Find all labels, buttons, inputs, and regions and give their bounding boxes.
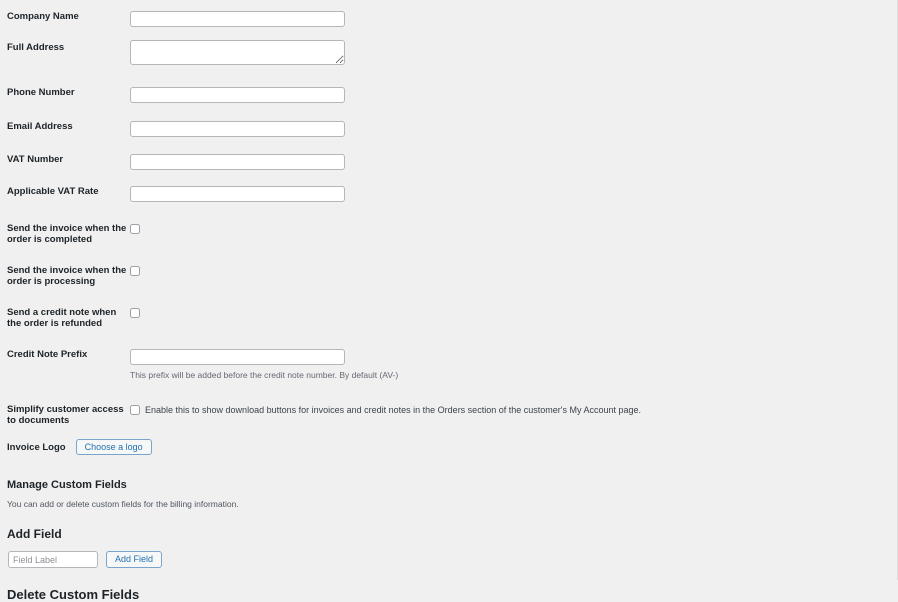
add-field-button[interactable]: Add Field [106,551,162,568]
form-row-send-invoice-processing [7,263,878,287]
email-address-label: Email Address [7,121,73,132]
vat-number-label: VAT Number [7,154,64,165]
vat-rate-label: Applicable VAT Rate [7,186,99,197]
credit-note-prefix-description: This prefix will be added before the credit note number. By default (AV-) [130,370,399,380]
send-invoice-completed-label: Send the invoice when the order is completed [7,223,127,245]
email-address-input[interactable] [130,121,345,137]
send-invoice-completed-checkbox[interactable] [130,224,140,234]
form-row-vat-rate [7,184,878,202]
form-row-company-name [7,9,878,27]
send-invoice-processing-checkbox[interactable] [130,266,140,276]
full-address-label: Full Address [7,42,65,53]
vat-rate-input[interactable] [130,186,345,202]
delete-custom-fields-heading: Delete Custom Fields [7,587,140,602]
form-row-send-invoice-completed [7,221,878,245]
send-invoice-processing-label: Send the invoice when the order is processing [7,265,127,287]
manage-custom-fields-heading: Manage Custom Fields [7,479,127,491]
form-row-email-address [7,119,878,137]
customer-access-label: Simplify customer access to documents [7,404,124,426]
vat-number-input[interactable] [130,154,345,170]
add-field-heading: Add Field [7,527,62,541]
company-name-label: Company Name [7,11,79,22]
credit-note-prefix-input[interactable] [130,349,345,365]
choose-logo-button[interactable]: Choose a logo [76,439,152,455]
credit-note-prefix-label: Credit Note Prefix [7,349,88,360]
form-row-phone-number [7,85,878,103]
manage-custom-fields-description: You can add or delete custom fields for the billing information. [7,499,239,509]
form-row-full-address [7,40,878,70]
form-row-vat-number [7,152,878,170]
field-label-input[interactable] [8,551,98,568]
full-address-textarea[interactable] [130,40,345,65]
send-credit-note-refunded-label: Send a credit note when the order is refunded [7,307,117,329]
company-name-input[interactable] [130,11,345,27]
send-credit-note-refunded-checkbox[interactable] [130,308,140,318]
form-row-credit-note-prefix [7,347,878,381]
invoice-logo-label: Invoice Logo [7,441,66,453]
form-row-customer-access [7,402,878,426]
customer-access-checkbox-label: Enable this to show download buttons for invoices and credit notes in the Orders section of the customer's My Account page. [145,405,641,415]
form-row-send-credit-note-refunded [7,305,878,329]
add-field-row [8,551,878,568]
form-row-invoice-logo [7,439,878,455]
customer-access-checkbox[interactable] [130,405,140,415]
phone-number-input[interactable] [130,87,345,103]
phone-number-label: Phone Number [7,87,75,98]
